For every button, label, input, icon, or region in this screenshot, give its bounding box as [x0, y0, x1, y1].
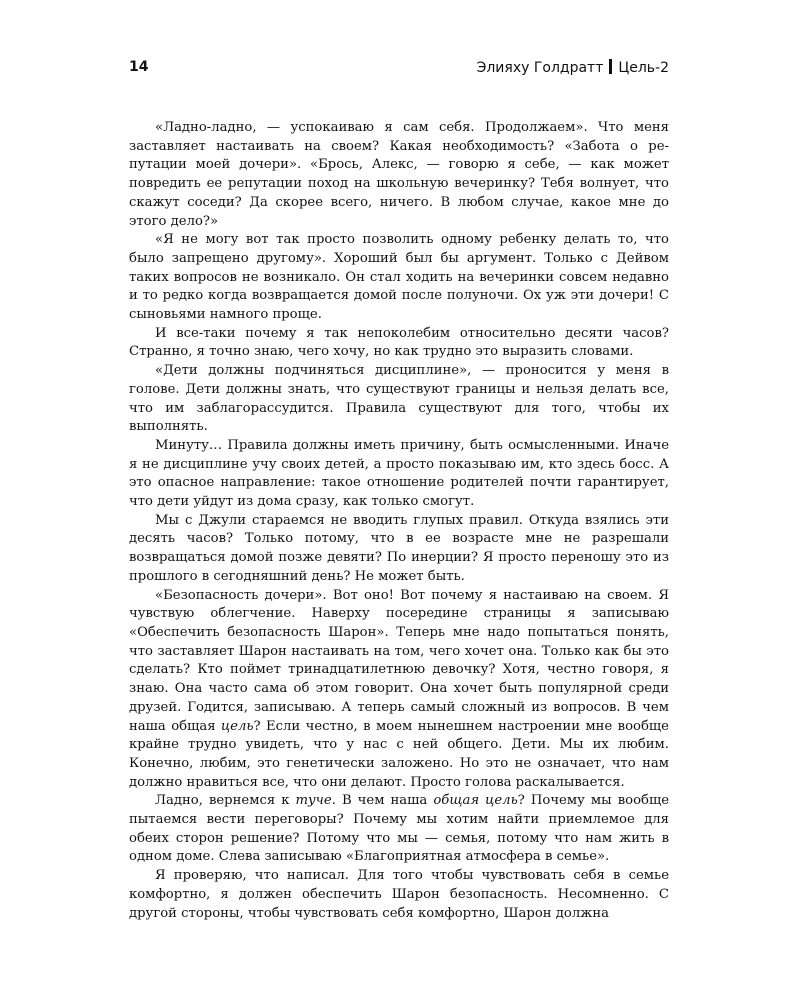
paragraph-text: . В чем наша [331, 793, 434, 809]
paragraph-text: «Ладно-ладно, — успокаиваю я сам себя. Продолжаем». Что меня заставляет настаивать на своем? Какая необходимость? «Забота о репутации моей дочери». «Брось, Алекс, — говорю я себе, — как может повредить ее репутации поход на школьную вечеринку? Тебя волнует, что скажут соседи? Да скорее всего, ничего. В любом случае, какое мне до этого дело?» [129, 120, 669, 229]
italic-text: общая цель [433, 793, 518, 809]
paragraph-text: Ладно, вернемся к [155, 793, 296, 809]
paragraph [129, 325, 669, 362]
paragraph-text: Минуту… Правила должны иметь причину, быть осмысленными. Иначе я не дисциплине учу своих детей, а просто показываю им, кто здесь босс. А это опасное направление: такое отношение родителей почти гарантирует, что дети уйдут из дома сразу, как только смогут. [129, 437, 669, 510]
page-number: 14 [129, 59, 149, 75]
header-separator [609, 59, 612, 74]
body-text [129, 119, 669, 923]
paragraph-text: «Дети должны подчиняться дисциплине», — проносится у меня в голове. Дети должны знать, что существуют границы и нельзя делать все, что им заблагорассудится. Правила существуют для того, чтобы их выполнять. [129, 363, 669, 435]
running-head [477, 59, 669, 76]
paragraph [129, 792, 669, 867]
author-name: Элияху Голдратт [476, 60, 604, 76]
paragraph [129, 587, 669, 793]
paragraph-text: «Я не могу вот так просто позволить одному ребенку делать то, что было запрещено другому». Хороший был бы аргумент. Только с Дейвом таких вопросов не возникало. Он стал ходить на вечеринки совсем недавно и то редко когда возвращается домой после полуночи. Ох уж эти дочери! С сыновьями намного проще. [129, 232, 669, 323]
paragraph-text: ? Почему мы вообще пытаемся вести переговоры? Почему мы хотим найти приемлемое для обеих сторон решение? Потому что мы — семья, потому что нам жить в одном доме. Слева записываю «Благоприятная атмосфера в семье». [129, 793, 670, 865]
paragraph-text: «Безопасность дочери». Вот оно! Вот почему я настаиваю на своем. Я чувствую облегчение. Наверху посередине страницы я записываю «Обеспечить безопасность Шарон». Теперь мне надо попытаться понять, что заставляет Шарон настаивать на том, чего хочет она. Только как бы это сделать? Кто поймет тринадцатилетнюю девочку? Хотя, честно говоря, я знаю. Она часто сама об этом говорит. Она хочет быть популярной среди друзей. Годится, записываю. А теперь самый сложный из вопросов. В чем наша общая [129, 587, 669, 734]
italic-text: туче [295, 793, 332, 809]
paragraph [129, 119, 669, 231]
paragraph-text: Я проверяю, что написал. Для того чтобы чувствовать себя в семье комфортно, я должен обеспечить Шарон безопасность. Несомненно. С другой стороны, чтобы чувствовать себя комфортно, Шарон должна [129, 868, 669, 921]
book-title: Цель-2 [618, 60, 669, 76]
paragraph [129, 231, 669, 325]
paragraph [129, 362, 669, 437]
paragraph-text: ? Если честно, в моем нынешнем настроении мне вообще крайне трудно увидеть, что у нас с ней общего. Дети. Мы их любим. Конечно, любим, это генетически заложено. Но это не означает, что нам должно нравиться все, что они делают. Просто голова раскалывается. [129, 718, 669, 790]
italic-text: цель [220, 718, 254, 734]
page-header [129, 57, 669, 81]
paragraph [129, 867, 669, 923]
paragraph [129, 437, 669, 512]
paragraph [129, 512, 669, 587]
paragraph-text: Мы с Джули стараемся не вводить глупых правил. Откуда взялись эти десять часов? Только потому, что в ее возрасте мне не разрешали возвращаться домой позже девяти? По инерции? Я просто переношу это из прошлого в сегодняшний день? Не может быть. [129, 512, 669, 584]
paragraph-text: И все-таки почему я так непоколебим относительно десяти часов? Странно, я точно знаю, чего хочу, но как трудно это выразить словами. [129, 325, 669, 360]
